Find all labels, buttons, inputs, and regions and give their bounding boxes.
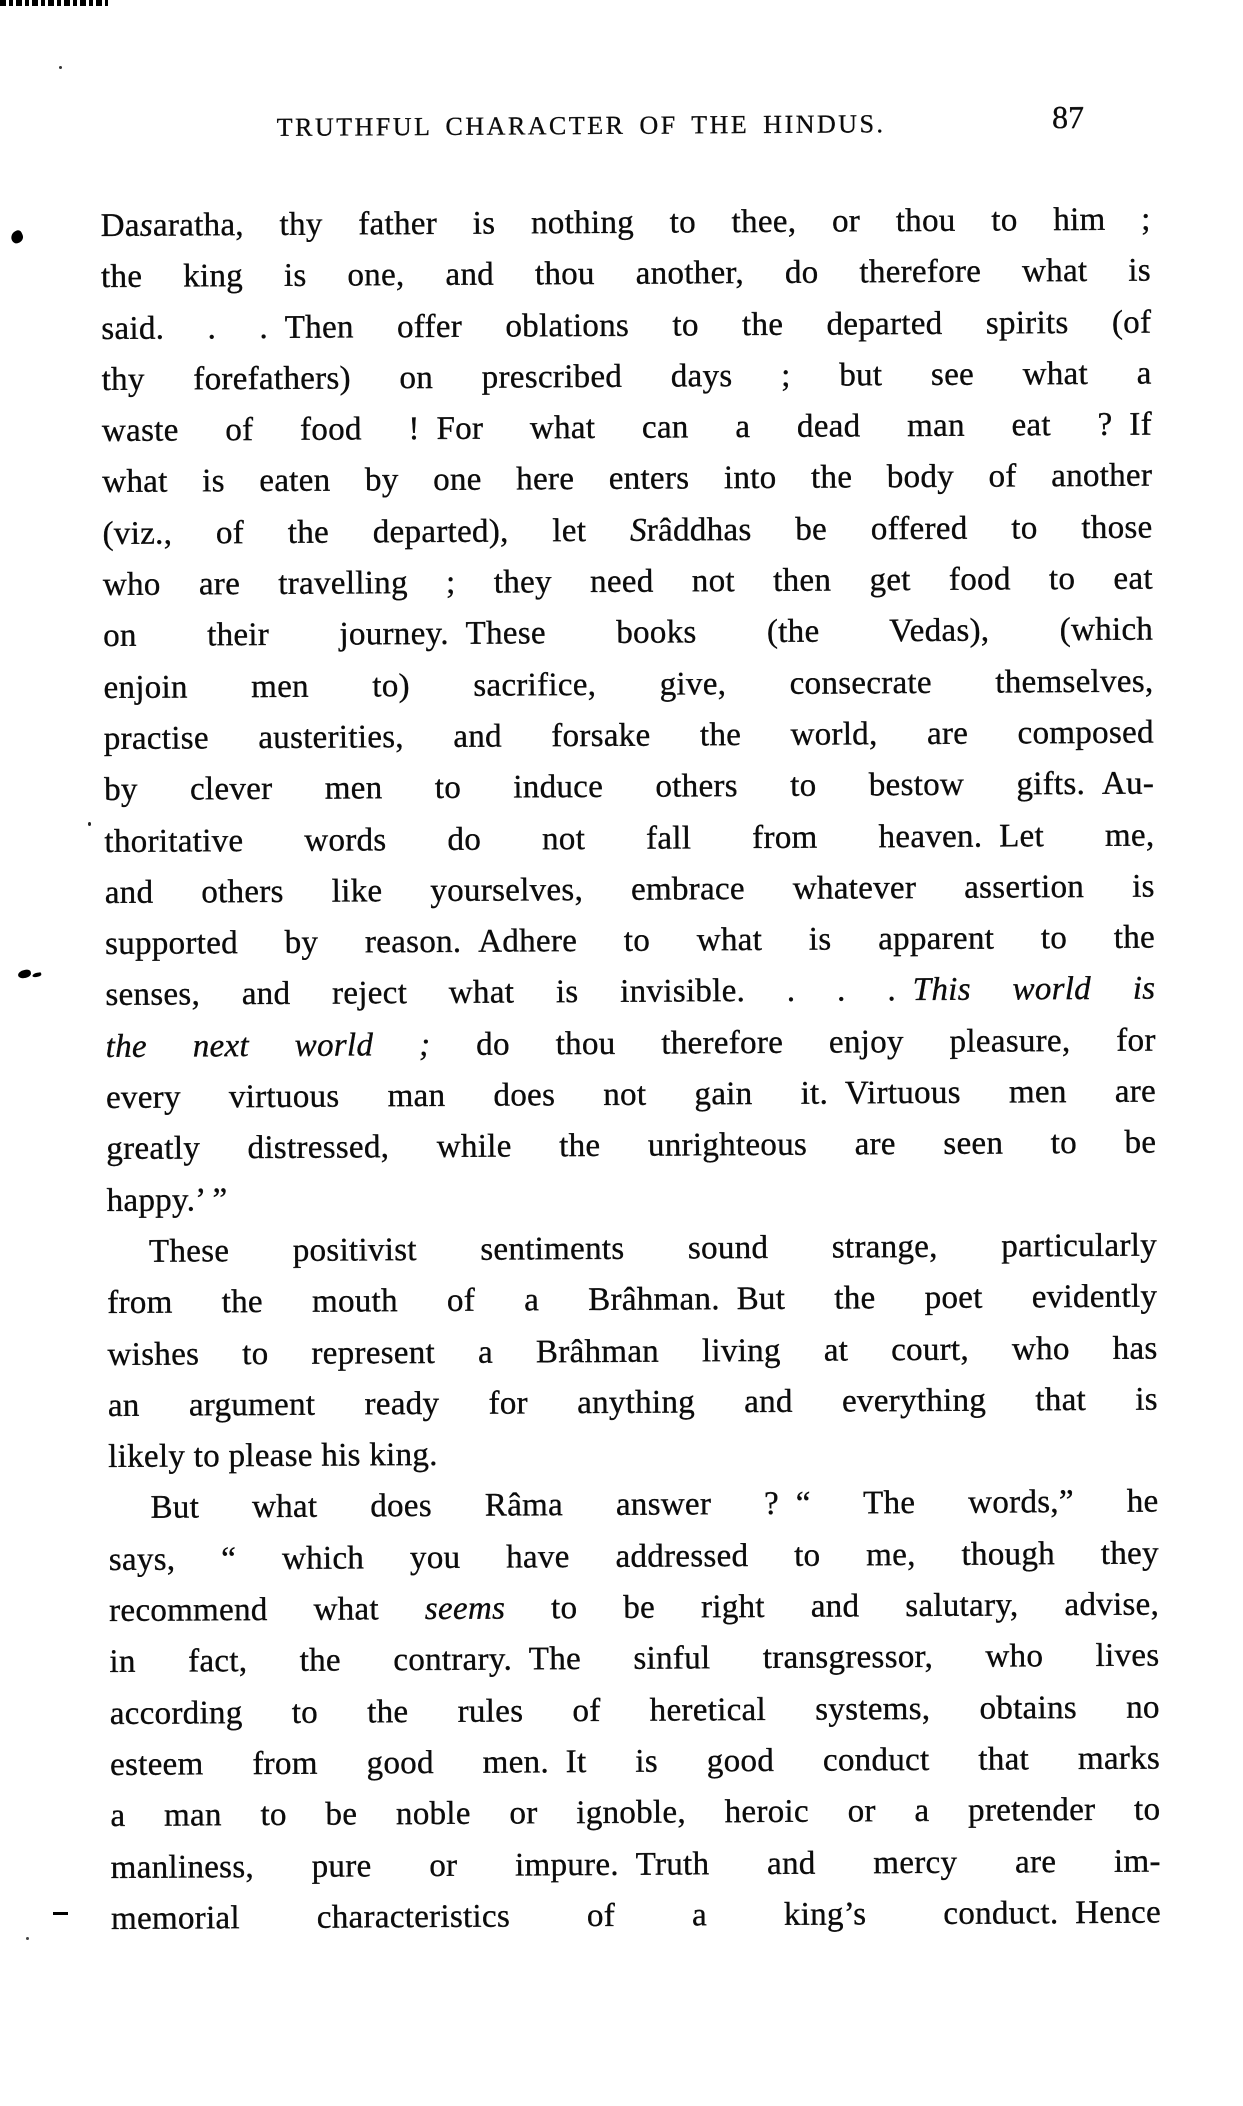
text-segment: in fact, the contrary. The sinful transgressor, who lives (109, 1637, 1160, 1681)
text-segment: wishes to represent a Brâhman living at court, who has (107, 1330, 1158, 1373)
text-segment: practise austerities, and forsake the world, are composed (103, 714, 1154, 757)
text-segment: (viz., of the departed), let (102, 512, 631, 552)
scan-artifact-dash (53, 1912, 68, 1915)
text-line (107, 1323, 1157, 1381)
text-segment: esteem from good men. It is good conduct that marks (109, 1740, 1161, 1783)
italic-text-segment: the next world ; (105, 1026, 431, 1065)
text-segment: supported by reason. Adhere to what is apparent to the (104, 919, 1156, 963)
text-line (102, 400, 1152, 458)
text-line (103, 605, 1153, 663)
text-segment: But what does Râma answer ? “ The words,” he (150, 1483, 1159, 1527)
text-segment: manliness, pure or impure. Truth and mercy are im- (110, 1843, 1161, 1886)
text-line (109, 1631, 1159, 1689)
text-segment: thy forefathers) on prescribed days ; but see what a (101, 355, 1152, 398)
text-line (106, 1015, 1156, 1073)
scan-artifact-ink-blob (9, 229, 25, 245)
text-segment: said. . . Then offer oblations to the departed spirits (of (101, 304, 1152, 347)
text-segment: aratha, thy father is nothing to thee, or thou to him ; (152, 201, 1151, 244)
text-line (105, 964, 1155, 1022)
text-line (110, 1733, 1160, 1791)
scan-artifact-squiggle (17, 969, 31, 979)
text-segment: senses, and reject what is invisible. . . . (105, 972, 913, 1014)
scan-artifact-top-strip (0, 0, 108, 6)
text-segment: râddhas be offered to those (646, 509, 1153, 549)
text-segment: by clever men to induce others to bestow gifts. Au- (104, 765, 1155, 809)
text-line (102, 502, 1152, 560)
text-line (101, 246, 1151, 304)
scan-artifact-dot (59, 66, 62, 69)
text-line (101, 297, 1151, 355)
text-line (108, 1477, 1158, 1535)
italic-text-segment: S (629, 512, 647, 549)
text-segment: greatly distressed, while the unrighteous are seen to be (106, 1124, 1157, 1168)
text-segment: who are travelling ; they need not then get food to eat (102, 560, 1153, 604)
text-segment: recommend what (109, 1591, 425, 1629)
text-line (107, 1221, 1157, 1279)
text-segment: These positivist sentiments sound strange, particularly (148, 1227, 1158, 1270)
scan-artifact-dot (26, 1937, 29, 1940)
text-line (104, 708, 1154, 766)
scan-artifact-dot (88, 822, 91, 826)
text-segment: Da (100, 207, 140, 244)
text-line (110, 1682, 1160, 1740)
text-segment: says, “ which you have addressed to me, though they (108, 1535, 1159, 1578)
page-header (100, 98, 1150, 144)
text-segment: according to the rules of heretical systems, obtains no (109, 1689, 1160, 1732)
text-segment: from the mouth of a Brâhman. But the poet evidently (107, 1278, 1158, 1322)
text-line (104, 759, 1154, 817)
text-line (111, 1836, 1161, 1894)
italic-text-segment: s (139, 207, 154, 244)
text-segment: do thou therefore enjoy pleasure, for (430, 1022, 1156, 1063)
text-line (103, 656, 1153, 714)
text-segment: enjoin men to) sacrifice, give, consecrate themselves, (103, 663, 1154, 706)
text-segment: likely to please his king. (108, 1437, 438, 1476)
text-line (105, 913, 1155, 971)
italic-text-segment: seems (424, 1590, 506, 1628)
text-line (104, 810, 1154, 868)
text-segment: every virtuous man does not gain it. Virtuous men are (105, 1073, 1157, 1117)
text-line (106, 1067, 1156, 1125)
text-line (109, 1580, 1159, 1638)
text-segment: what is eaten by one here enters into the body of another (102, 458, 1153, 501)
italic-text-segment: This world is (912, 971, 1156, 1009)
text-segment: waste of food ! For what can a dead man eat ? If (101, 406, 1153, 450)
text-segment: to be right and salutary, advise, (505, 1586, 1160, 1627)
text-segment: happy.’ ” (106, 1181, 228, 1219)
text-line (105, 861, 1155, 919)
page-content (100, 98, 1162, 1945)
text-line (109, 1528, 1159, 1586)
text-line (107, 1272, 1157, 1330)
text-segment: and others like yourselves, embrace whatever assertion is (104, 868, 1155, 911)
text-line (110, 1785, 1160, 1843)
text-segment: thoritative words do not fall from heaven. Let me, (104, 817, 1155, 860)
page-number: 87 (1051, 98, 1085, 136)
text-segment: an argument ready for anything and everything that is (107, 1381, 1158, 1424)
text-line (103, 554, 1153, 612)
text-line (108, 1426, 1158, 1484)
text-block (101, 195, 1162, 1945)
text-segment: memorial characteristics of a king’s conduct. Hence (110, 1894, 1162, 1937)
text-line (102, 451, 1152, 509)
text-line (106, 1118, 1156, 1176)
text-line (101, 348, 1151, 406)
text-segment: a man to be noble or ignoble, heroic or a pretender to (110, 1791, 1161, 1835)
text-line (106, 1169, 1156, 1227)
running-title: TRUTHFUL CHARACTER OF THE HINDUS. (276, 109, 886, 142)
text-line (111, 1887, 1161, 1945)
text-segment: the king is one, and thou another, do therefore what is (100, 252, 1152, 296)
text-segment: on their journey. These books (the Vedas), (which (103, 611, 1154, 655)
text-line (101, 195, 1151, 253)
text-line (108, 1374, 1158, 1432)
